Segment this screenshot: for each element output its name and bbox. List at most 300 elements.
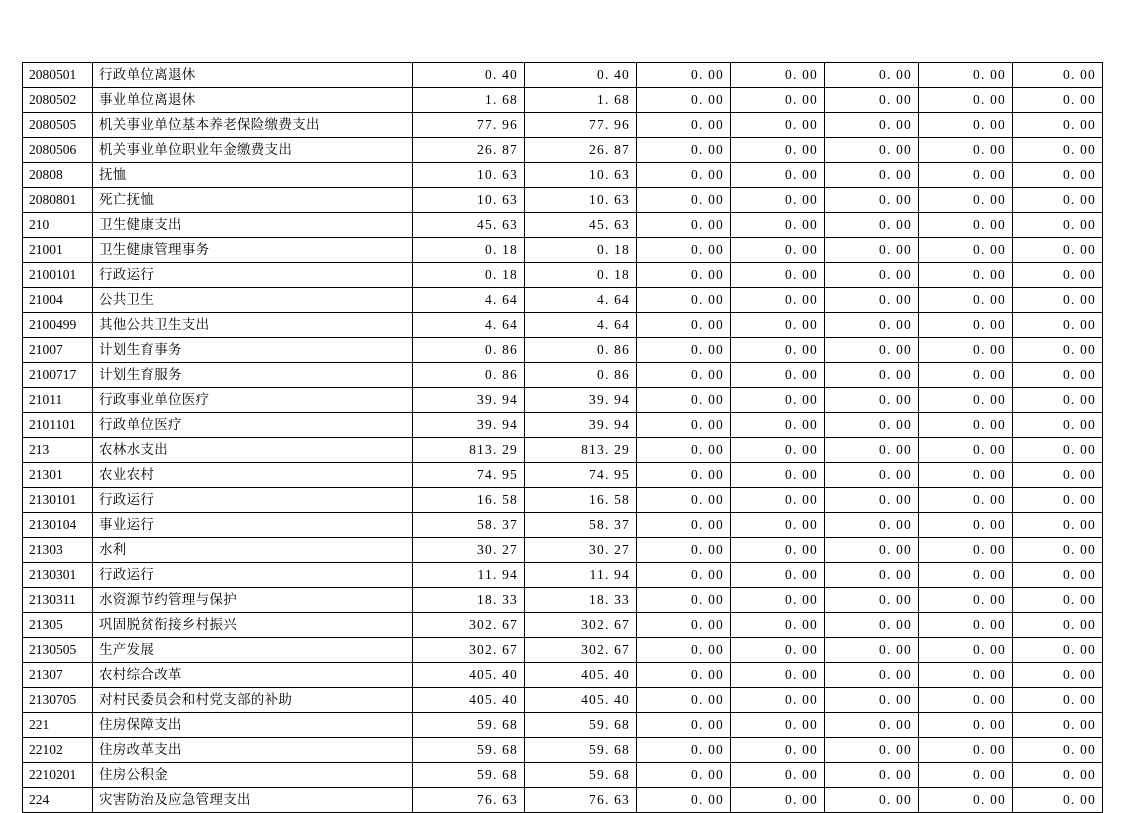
cell-subject-name: 巩固脱贫衔接乡村振兴 xyxy=(93,613,413,638)
cell-other-funds: 0. 00 xyxy=(1013,563,1103,588)
cell-general-public-budget: 59. 68 xyxy=(525,713,637,738)
cell-total: 1. 68 xyxy=(413,88,525,113)
cell-subject-code: 21004 xyxy=(23,288,93,313)
cell-government-fund-budget: 0. 00 xyxy=(637,613,731,638)
cell-general-public-budget: 0. 86 xyxy=(525,363,637,388)
cell-subject-code: 2130311 xyxy=(23,588,93,613)
cell-government-fund-budget: 0. 00 xyxy=(637,113,731,138)
cell-subject-code: 21001 xyxy=(23,238,93,263)
cell-fiscal-account-funds: 0. 00 xyxy=(825,63,919,88)
table-row xyxy=(23,188,1103,213)
table-row xyxy=(23,538,1103,563)
table-row xyxy=(23,563,1103,588)
cell-unit-funds: 0. 00 xyxy=(919,238,1013,263)
cell-government-fund-budget: 0. 00 xyxy=(637,563,731,588)
cell-government-fund-budget: 0. 00 xyxy=(637,738,731,763)
cell-other-funds: 0. 00 xyxy=(1013,363,1103,388)
cell-subject-code: 2080801 xyxy=(23,188,93,213)
cell-subject-name: 卫生健康管理事务 xyxy=(93,238,413,263)
cell-state-capital-budget: 0. 00 xyxy=(731,488,825,513)
table-row xyxy=(23,513,1103,538)
cell-government-fund-budget: 0. 00 xyxy=(637,313,731,338)
cell-government-fund-budget: 0. 00 xyxy=(637,538,731,563)
cell-unit-funds: 0. 00 xyxy=(919,638,1013,663)
cell-state-capital-budget: 0. 00 xyxy=(731,763,825,788)
cell-total: 45. 63 xyxy=(413,213,525,238)
cell-subject-code: 2100101 xyxy=(23,263,93,288)
cell-fiscal-account-funds: 0. 00 xyxy=(825,288,919,313)
cell-other-funds: 0. 00 xyxy=(1013,63,1103,88)
cell-fiscal-account-funds: 0. 00 xyxy=(825,113,919,138)
cell-general-public-budget: 39. 94 xyxy=(525,388,637,413)
cell-unit-funds: 0. 00 xyxy=(919,138,1013,163)
cell-unit-funds: 0. 00 xyxy=(919,213,1013,238)
table-row xyxy=(23,763,1103,788)
cell-general-public-budget: 77. 96 xyxy=(525,113,637,138)
cell-total: 4. 64 xyxy=(413,313,525,338)
cell-other-funds: 0. 00 xyxy=(1013,513,1103,538)
cell-fiscal-account-funds: 0. 00 xyxy=(825,538,919,563)
cell-subject-name: 抚恤 xyxy=(93,163,413,188)
table-row xyxy=(23,238,1103,263)
cell-state-capital-budget: 0. 00 xyxy=(731,738,825,763)
cell-unit-funds: 0. 00 xyxy=(919,713,1013,738)
cell-unit-funds: 0. 00 xyxy=(919,488,1013,513)
cell-subject-name: 行政事业单位医疗 xyxy=(93,388,413,413)
cell-general-public-budget: 74. 95 xyxy=(525,463,637,488)
cell-state-capital-budget: 0. 00 xyxy=(731,238,825,263)
table-row xyxy=(23,263,1103,288)
cell-other-funds: 0. 00 xyxy=(1013,313,1103,338)
cell-government-fund-budget: 0. 00 xyxy=(637,138,731,163)
cell-subject-name: 农林水支出 xyxy=(93,438,413,463)
cell-general-public-budget: 18. 33 xyxy=(525,588,637,613)
cell-other-funds: 0. 00 xyxy=(1013,338,1103,363)
cell-subject-name: 行政单位医疗 xyxy=(93,413,413,438)
cell-subject-code: 2130505 xyxy=(23,638,93,663)
cell-government-fund-budget: 0. 00 xyxy=(637,713,731,738)
cell-general-public-budget: 59. 68 xyxy=(525,763,637,788)
cell-total: 76. 63 xyxy=(413,788,525,813)
cell-state-capital-budget: 0. 00 xyxy=(731,613,825,638)
cell-subject-code: 2130104 xyxy=(23,513,93,538)
cell-fiscal-account-funds: 0. 00 xyxy=(825,438,919,463)
cell-subject-name: 死亡抚恤 xyxy=(93,188,413,213)
table-row xyxy=(23,713,1103,738)
cell-subject-code: 21307 xyxy=(23,663,93,688)
cell-fiscal-account-funds: 0. 00 xyxy=(825,213,919,238)
cell-total: 813. 29 xyxy=(413,438,525,463)
cell-government-fund-budget: 0. 00 xyxy=(637,438,731,463)
table-row xyxy=(23,138,1103,163)
cell-other-funds: 0. 00 xyxy=(1013,288,1103,313)
table-row xyxy=(23,738,1103,763)
cell-government-fund-budget: 0. 00 xyxy=(637,763,731,788)
table-row xyxy=(23,413,1103,438)
cell-unit-funds: 0. 00 xyxy=(919,88,1013,113)
cell-subject-name: 住房改革支出 xyxy=(93,738,413,763)
cell-fiscal-account-funds: 0. 00 xyxy=(825,138,919,163)
cell-other-funds: 0. 00 xyxy=(1013,463,1103,488)
cell-subject-code: 21305 xyxy=(23,613,93,638)
cell-fiscal-account-funds: 0. 00 xyxy=(825,163,919,188)
cell-other-funds: 0. 00 xyxy=(1013,738,1103,763)
cell-subject-name: 计划生育事务 xyxy=(93,338,413,363)
cell-government-fund-budget: 0. 00 xyxy=(637,163,731,188)
cell-fiscal-account-funds: 0. 00 xyxy=(825,263,919,288)
cell-government-fund-budget: 0. 00 xyxy=(637,238,731,263)
cell-total: 39. 94 xyxy=(413,388,525,413)
cell-total: 10. 63 xyxy=(413,188,525,213)
cell-fiscal-account-funds: 0. 00 xyxy=(825,738,919,763)
cell-subject-code: 2080501 xyxy=(23,63,93,88)
cell-subject-name: 事业单位离退休 xyxy=(93,88,413,113)
cell-state-capital-budget: 0. 00 xyxy=(731,188,825,213)
cell-total: 405. 40 xyxy=(413,688,525,713)
cell-total: 0. 86 xyxy=(413,338,525,363)
cell-general-public-budget: 1. 68 xyxy=(525,88,637,113)
cell-state-capital-budget: 0. 00 xyxy=(731,713,825,738)
cell-total: 58. 37 xyxy=(413,513,525,538)
cell-government-fund-budget: 0. 00 xyxy=(637,638,731,663)
cell-subject-name: 水利 xyxy=(93,538,413,563)
cell-total: 4. 64 xyxy=(413,288,525,313)
table-row xyxy=(23,788,1103,813)
cell-total: 11. 94 xyxy=(413,563,525,588)
cell-unit-funds: 0. 00 xyxy=(919,338,1013,363)
cell-subject-name: 机关事业单位基本养老保险缴费支出 xyxy=(93,113,413,138)
cell-general-public-budget: 302. 67 xyxy=(525,613,637,638)
cell-government-fund-budget: 0. 00 xyxy=(637,488,731,513)
cell-other-funds: 0. 00 xyxy=(1013,163,1103,188)
cell-total: 30. 27 xyxy=(413,538,525,563)
cell-subject-code: 2210201 xyxy=(23,763,93,788)
cell-subject-code: 213 xyxy=(23,438,93,463)
cell-subject-code: 221 xyxy=(23,713,93,738)
cell-government-fund-budget: 0. 00 xyxy=(637,63,731,88)
cell-government-fund-budget: 0. 00 xyxy=(637,263,731,288)
cell-government-fund-budget: 0. 00 xyxy=(637,338,731,363)
cell-other-funds: 0. 00 xyxy=(1013,138,1103,163)
cell-general-public-budget: 45. 63 xyxy=(525,213,637,238)
cell-total: 59. 68 xyxy=(413,713,525,738)
cell-unit-funds: 0. 00 xyxy=(919,613,1013,638)
cell-government-fund-budget: 0. 00 xyxy=(637,288,731,313)
cell-subject-name: 灾害防治及应急管理支出 xyxy=(93,788,413,813)
cell-general-public-budget: 813. 29 xyxy=(525,438,637,463)
cell-subject-name: 机关事业单位职业年金缴费支出 xyxy=(93,138,413,163)
cell-state-capital-budget: 0. 00 xyxy=(731,263,825,288)
table-row xyxy=(23,213,1103,238)
cell-subject-code: 2130301 xyxy=(23,563,93,588)
table-row xyxy=(23,313,1103,338)
table-row xyxy=(23,388,1103,413)
cell-state-capital-budget: 0. 00 xyxy=(731,513,825,538)
cell-other-funds: 0. 00 xyxy=(1013,113,1103,138)
cell-government-fund-budget: 0. 00 xyxy=(637,413,731,438)
cell-fiscal-account-funds: 0. 00 xyxy=(825,188,919,213)
cell-fiscal-account-funds: 0. 00 xyxy=(825,413,919,438)
cell-general-public-budget: 0. 18 xyxy=(525,263,637,288)
cell-subject-code: 2100499 xyxy=(23,313,93,338)
cell-fiscal-account-funds: 0. 00 xyxy=(825,363,919,388)
cell-subject-code: 2080506 xyxy=(23,138,93,163)
cell-general-public-budget: 405. 40 xyxy=(525,688,637,713)
cell-fiscal-account-funds: 0. 00 xyxy=(825,463,919,488)
cell-unit-funds: 0. 00 xyxy=(919,788,1013,813)
cell-total: 0. 18 xyxy=(413,263,525,288)
cell-unit-funds: 0. 00 xyxy=(919,313,1013,338)
cell-fiscal-account-funds: 0. 00 xyxy=(825,488,919,513)
cell-fiscal-account-funds: 0. 00 xyxy=(825,388,919,413)
cell-state-capital-budget: 0. 00 xyxy=(731,288,825,313)
cell-government-fund-budget: 0. 00 xyxy=(637,88,731,113)
cell-other-funds: 0. 00 xyxy=(1013,788,1103,813)
cell-general-public-budget: 39. 94 xyxy=(525,413,637,438)
cell-unit-funds: 0. 00 xyxy=(919,188,1013,213)
cell-other-funds: 0. 00 xyxy=(1013,213,1103,238)
cell-state-capital-budget: 0. 00 xyxy=(731,463,825,488)
cell-total: 39. 94 xyxy=(413,413,525,438)
table-row xyxy=(23,88,1103,113)
table-row xyxy=(23,688,1103,713)
cell-total: 0. 40 xyxy=(413,63,525,88)
cell-general-public-budget: 4. 64 xyxy=(525,288,637,313)
cell-subject-name: 农业农村 xyxy=(93,463,413,488)
cell-subject-name: 行政运行 xyxy=(93,263,413,288)
cell-unit-funds: 0. 00 xyxy=(919,513,1013,538)
cell-subject-name: 计划生育服务 xyxy=(93,363,413,388)
cell-other-funds: 0. 00 xyxy=(1013,538,1103,563)
cell-subject-code: 21303 xyxy=(23,538,93,563)
cell-general-public-budget: 0. 18 xyxy=(525,238,637,263)
cell-government-fund-budget: 0. 00 xyxy=(637,463,731,488)
cell-unit-funds: 0. 00 xyxy=(919,738,1013,763)
cell-unit-funds: 0. 00 xyxy=(919,113,1013,138)
cell-general-public-budget: 0. 86 xyxy=(525,338,637,363)
cell-subject-code: 210 xyxy=(23,213,93,238)
cell-other-funds: 0. 00 xyxy=(1013,488,1103,513)
cell-general-public-budget: 4. 64 xyxy=(525,313,637,338)
cell-general-public-budget: 405. 40 xyxy=(525,663,637,688)
cell-subject-code: 22102 xyxy=(23,738,93,763)
cell-total: 77. 96 xyxy=(413,113,525,138)
cell-other-funds: 0. 00 xyxy=(1013,713,1103,738)
cell-other-funds: 0. 00 xyxy=(1013,763,1103,788)
cell-subject-name: 住房保障支出 xyxy=(93,713,413,738)
cell-general-public-budget: 16. 58 xyxy=(525,488,637,513)
cell-subject-code: 2130101 xyxy=(23,488,93,513)
cell-unit-funds: 0. 00 xyxy=(919,763,1013,788)
cell-state-capital-budget: 0. 00 xyxy=(731,88,825,113)
table-row xyxy=(23,488,1103,513)
cell-subject-name: 其他公共卫生支出 xyxy=(93,313,413,338)
cell-unit-funds: 0. 00 xyxy=(919,438,1013,463)
cell-subject-name: 行政运行 xyxy=(93,488,413,513)
cell-general-public-budget: 302. 67 xyxy=(525,638,637,663)
cell-subject-name: 生产发展 xyxy=(93,638,413,663)
cell-fiscal-account-funds: 0. 00 xyxy=(825,763,919,788)
cell-total: 0. 18 xyxy=(413,238,525,263)
cell-total: 0. 86 xyxy=(413,363,525,388)
cell-government-fund-budget: 0. 00 xyxy=(637,688,731,713)
cell-general-public-budget: 59. 68 xyxy=(525,738,637,763)
cell-other-funds: 0. 00 xyxy=(1013,263,1103,288)
cell-general-public-budget: 30. 27 xyxy=(525,538,637,563)
cell-total: 302. 67 xyxy=(413,613,525,638)
cell-other-funds: 0. 00 xyxy=(1013,188,1103,213)
cell-state-capital-budget: 0. 00 xyxy=(731,313,825,338)
cell-state-capital-budget: 0. 00 xyxy=(731,563,825,588)
table-row xyxy=(23,113,1103,138)
cell-state-capital-budget: 0. 00 xyxy=(731,338,825,363)
table-row xyxy=(23,588,1103,613)
cell-general-public-budget: 10. 63 xyxy=(525,163,637,188)
cell-unit-funds: 0. 00 xyxy=(919,288,1013,313)
cell-subject-code: 2130705 xyxy=(23,688,93,713)
cell-subject-name: 住房公积金 xyxy=(93,763,413,788)
cell-state-capital-budget: 0. 00 xyxy=(731,213,825,238)
cell-general-public-budget: 76. 63 xyxy=(525,788,637,813)
table-row xyxy=(23,63,1103,88)
cell-state-capital-budget: 0. 00 xyxy=(731,588,825,613)
cell-subject-name: 对村民委员会和村党支部的补助 xyxy=(93,688,413,713)
cell-other-funds: 0. 00 xyxy=(1013,238,1103,263)
cell-other-funds: 0. 00 xyxy=(1013,413,1103,438)
cell-unit-funds: 0. 00 xyxy=(919,363,1013,388)
cell-subject-code: 2100717 xyxy=(23,363,93,388)
cell-state-capital-budget: 0. 00 xyxy=(731,788,825,813)
cell-government-fund-budget: 0. 00 xyxy=(637,363,731,388)
cell-unit-funds: 0. 00 xyxy=(919,688,1013,713)
cell-fiscal-account-funds: 0. 00 xyxy=(825,588,919,613)
cell-government-fund-budget: 0. 00 xyxy=(637,213,731,238)
cell-state-capital-budget: 0. 00 xyxy=(731,638,825,663)
cell-fiscal-account-funds: 0. 00 xyxy=(825,688,919,713)
cell-subject-code: 21007 xyxy=(23,338,93,363)
cell-state-capital-budget: 0. 00 xyxy=(731,538,825,563)
table-row xyxy=(23,663,1103,688)
cell-subject-code: 2080502 xyxy=(23,88,93,113)
cell-state-capital-budget: 0. 00 xyxy=(731,388,825,413)
cell-fiscal-account-funds: 0. 00 xyxy=(825,88,919,113)
table-row xyxy=(23,363,1103,388)
cell-government-fund-budget: 0. 00 xyxy=(637,588,731,613)
cell-general-public-budget: 26. 87 xyxy=(525,138,637,163)
cell-total: 59. 68 xyxy=(413,763,525,788)
cell-subject-name: 行政运行 xyxy=(93,563,413,588)
cell-general-public-budget: 10. 63 xyxy=(525,188,637,213)
cell-other-funds: 0. 00 xyxy=(1013,88,1103,113)
cell-state-capital-budget: 0. 00 xyxy=(731,138,825,163)
cell-total: 59. 68 xyxy=(413,738,525,763)
cell-total: 302. 67 xyxy=(413,638,525,663)
cell-other-funds: 0. 00 xyxy=(1013,638,1103,663)
cell-fiscal-account-funds: 0. 00 xyxy=(825,638,919,663)
table-row xyxy=(23,338,1103,363)
cell-unit-funds: 0. 00 xyxy=(919,563,1013,588)
cell-subject-name: 行政单位离退休 xyxy=(93,63,413,88)
cell-general-public-budget: 58. 37 xyxy=(525,513,637,538)
cell-total: 16. 58 xyxy=(413,488,525,513)
cell-fiscal-account-funds: 0. 00 xyxy=(825,663,919,688)
cell-government-fund-budget: 0. 00 xyxy=(637,388,731,413)
cell-fiscal-account-funds: 0. 00 xyxy=(825,513,919,538)
cell-government-fund-budget: 0. 00 xyxy=(637,788,731,813)
budget-expenditure-table xyxy=(22,62,1103,813)
cell-state-capital-budget: 0. 00 xyxy=(731,63,825,88)
cell-unit-funds: 0. 00 xyxy=(919,538,1013,563)
table-row xyxy=(23,163,1103,188)
cell-other-funds: 0. 00 xyxy=(1013,388,1103,413)
cell-fiscal-account-funds: 0. 00 xyxy=(825,238,919,263)
cell-fiscal-account-funds: 0. 00 xyxy=(825,788,919,813)
cell-subject-name: 农村综合改革 xyxy=(93,663,413,688)
cell-state-capital-budget: 0. 00 xyxy=(731,113,825,138)
cell-fiscal-account-funds: 0. 00 xyxy=(825,613,919,638)
cell-state-capital-budget: 0. 00 xyxy=(731,363,825,388)
cell-subject-name: 水资源节约管理与保护 xyxy=(93,588,413,613)
cell-state-capital-budget: 0. 00 xyxy=(731,438,825,463)
cell-unit-funds: 0. 00 xyxy=(919,388,1013,413)
table-row xyxy=(23,613,1103,638)
cell-fiscal-account-funds: 0. 00 xyxy=(825,338,919,363)
cell-total: 18. 33 xyxy=(413,588,525,613)
cell-unit-funds: 0. 00 xyxy=(919,588,1013,613)
cell-subject-code: 2080505 xyxy=(23,113,93,138)
cell-subject-name: 卫生健康支出 xyxy=(93,213,413,238)
cell-state-capital-budget: 0. 00 xyxy=(731,663,825,688)
cell-unit-funds: 0. 00 xyxy=(919,463,1013,488)
cell-other-funds: 0. 00 xyxy=(1013,613,1103,638)
cell-fiscal-account-funds: 0. 00 xyxy=(825,313,919,338)
cell-state-capital-budget: 0. 00 xyxy=(731,163,825,188)
cell-other-funds: 0. 00 xyxy=(1013,438,1103,463)
cell-state-capital-budget: 0. 00 xyxy=(731,413,825,438)
cell-subject-code: 2101101 xyxy=(23,413,93,438)
cell-other-funds: 0. 00 xyxy=(1013,688,1103,713)
cell-subject-code: 20808 xyxy=(23,163,93,188)
cell-subject-name: 公共卫生 xyxy=(93,288,413,313)
cell-total: 74. 95 xyxy=(413,463,525,488)
cell-total: 26. 87 xyxy=(413,138,525,163)
cell-unit-funds: 0. 00 xyxy=(919,663,1013,688)
cell-unit-funds: 0. 00 xyxy=(919,163,1013,188)
table-body xyxy=(23,63,1103,813)
table-row xyxy=(23,463,1103,488)
cell-government-fund-budget: 0. 00 xyxy=(637,663,731,688)
cell-general-public-budget: 11. 94 xyxy=(525,563,637,588)
cell-government-fund-budget: 0. 00 xyxy=(637,188,731,213)
cell-subject-code: 224 xyxy=(23,788,93,813)
cell-state-capital-budget: 0. 00 xyxy=(731,688,825,713)
table-row xyxy=(23,638,1103,663)
cell-other-funds: 0. 00 xyxy=(1013,663,1103,688)
cell-subject-name: 事业运行 xyxy=(93,513,413,538)
cell-subject-code: 21301 xyxy=(23,463,93,488)
table-row xyxy=(23,438,1103,463)
cell-fiscal-account-funds: 0. 00 xyxy=(825,713,919,738)
cell-other-funds: 0. 00 xyxy=(1013,588,1103,613)
cell-unit-funds: 0. 00 xyxy=(919,63,1013,88)
cell-unit-funds: 0. 00 xyxy=(919,413,1013,438)
table-row xyxy=(23,288,1103,313)
cell-government-fund-budget: 0. 00 xyxy=(637,513,731,538)
cell-fiscal-account-funds: 0. 00 xyxy=(825,563,919,588)
cell-subject-code: 21011 xyxy=(23,388,93,413)
cell-unit-funds: 0. 00 xyxy=(919,263,1013,288)
cell-general-public-budget: 0. 40 xyxy=(525,63,637,88)
